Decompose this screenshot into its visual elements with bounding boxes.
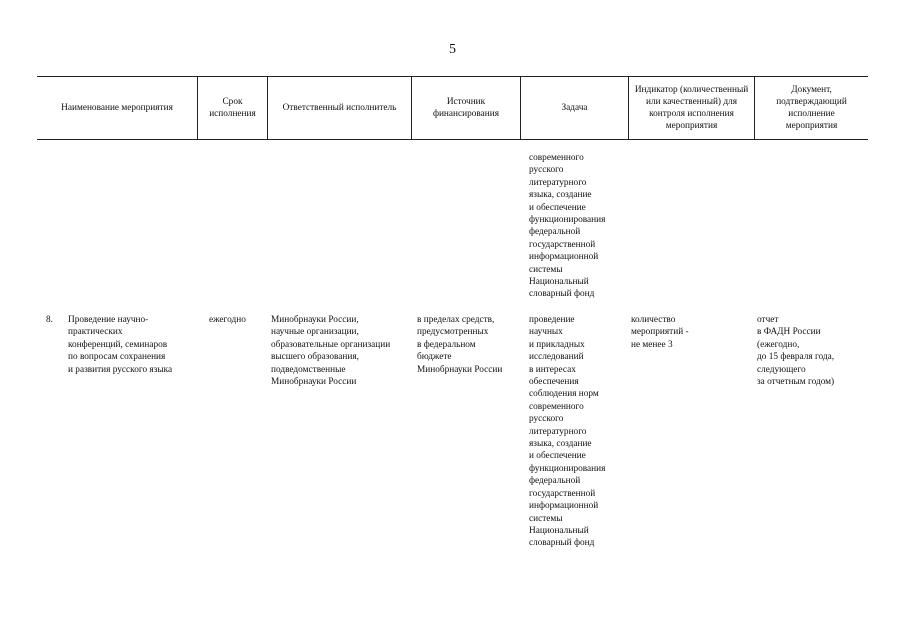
table-header-rule xyxy=(37,139,868,140)
event-funding: в пределах средств, предусмотренных в федеральном бюджете Минобрнауки России xyxy=(417,315,503,375)
event-indicator: количество мероприятий - не менее 3 xyxy=(631,315,689,350)
header-task: Задача xyxy=(561,103,588,113)
header-deadline: Срок исполнения xyxy=(209,97,256,119)
event-document: отчет в ФАДН России (ежегодно, до 15 февраля года, следующего за отчетным годом) xyxy=(757,315,835,388)
event-name: Проведение научно- практических конференций, семинаров по вопросам сохранения и развития русского языка xyxy=(68,315,173,375)
header-funding: Источник финансирования xyxy=(432,97,500,119)
continued-task-text: современного русского литературного языка, создание и обеспечение функционирования федеральной государственной информационной системы Национальный словарный фонд xyxy=(529,153,606,300)
event-executor: Минобрнауки России, научные организации, образовательные организации высшего образования, подведомственные Минобрнауки России xyxy=(271,315,391,388)
header-executor: Ответственный исполнитель xyxy=(282,103,397,113)
page-number: 5 xyxy=(449,42,456,57)
header-document: Документ, подтверждающий исполнение мероприятия xyxy=(776,85,847,131)
header-name: Наименование мероприятия xyxy=(61,103,173,113)
event-deadline: ежегодно xyxy=(209,315,246,325)
row-number: 8. xyxy=(46,315,53,325)
event-task: проведение научных и прикладных исследований в интересах обеспечения соблюдения норм современного русского литературного языка, создание и обеспечение функционирования федеральной государственной информационной системы Национальный словарный фонд xyxy=(529,315,606,549)
header-indicator: Индикатор (количественный или качественный) для контроля исполнения мероприятия xyxy=(634,85,749,131)
